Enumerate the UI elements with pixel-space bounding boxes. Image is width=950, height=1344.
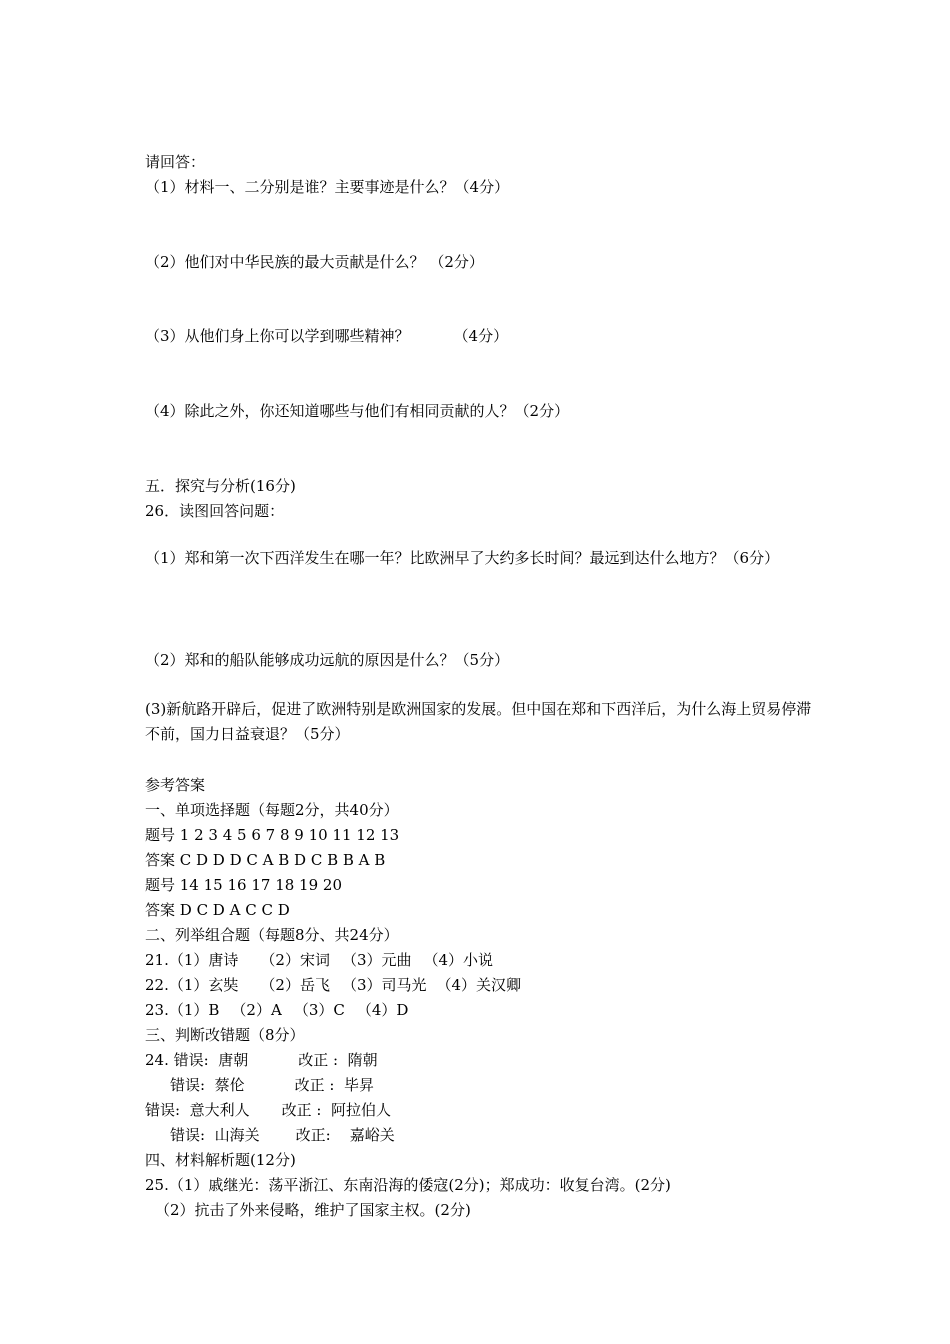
answers-section-4-title: 四、材料解析题(12分) [145, 1151, 296, 1169]
answers-row-1-numbers: 题号 1 2 3 4 5 6 7 8 9 10 11 12 13 [145, 826, 400, 844]
question-26-2: （2）郑和的船队能够成功远航的原因是什么？（5分） [145, 651, 510, 669]
answer-22-part-2: （2）岳飞 [260, 976, 330, 994]
answer-24-1 [145, 1050, 378, 1070]
answer-24-2 [170, 1075, 374, 1095]
answer-24-3-fix: 改正 : 阿拉伯人 [281, 1101, 391, 1119]
answer-24-3 [145, 1100, 391, 1120]
answers-row-1-answers: 答案 C D D D C A B D C B B A B [145, 851, 386, 869]
answer-22-part-3: （3）司马光 [341, 976, 427, 994]
answers-section-2-title: 二、列举组合题（每题8分、共24分） [145, 926, 399, 944]
question-25-2: （2）他们对中华民族的最大贡献是什么？ （2分） [145, 253, 484, 271]
answer-21-part-1: 21.（1）唐诗 [145, 951, 239, 969]
answer-23-part-3: （3）C [293, 1001, 345, 1019]
question-26-intro: 26．读图回答问题： [145, 502, 285, 520]
question-25-4: （4）除此之外，你还知道哪些与他们有相同贡献的人？（2分） [145, 402, 570, 420]
answer-24-2-error: 错误: 蔡伦 [170, 1076, 245, 1094]
question-26-1: （1）郑和第一次下西洋发生在哪一年？比欧洲早了大约多长时间？最远到达什么地方？（6分） [145, 549, 780, 567]
question-25-3-text: （3）从他们身上你可以学到哪些精神？ [145, 327, 410, 345]
please-answer-text: 请回答： [145, 153, 206, 171]
answer-21 [145, 950, 493, 970]
question-25-3-score: （4分） [453, 327, 509, 345]
answer-21-part-3: （3）元曲 [341, 951, 412, 969]
answer-22 [145, 975, 521, 995]
answer-24-1-error: 24. 错误: 唐朝 [145, 1051, 249, 1069]
answer-24-2-fix: 改正 : 毕昇 [294, 1076, 374, 1094]
answers-section-3-title: 三、判断改错题（8分） [145, 1026, 305, 1044]
answer-22-part-1: 22.（1）玄奘 [145, 976, 239, 994]
answer-23 [145, 1000, 408, 1020]
answer-24-3-error: 错误: 意大利人 [145, 1101, 250, 1119]
question-25-3 [145, 326, 508, 346]
answer-22-part-4: （4）关汉卿 [436, 976, 522, 994]
answers-section-1-title: 一、单项选择题（每题2分，共40分） [145, 801, 399, 819]
answer-21-part-4: （4）小说 [423, 951, 494, 969]
answer-24-4-fix: 改正: 嘉峪关 [295, 1126, 395, 1144]
answers-row-2-numbers: 题号 14 15 16 17 18 19 20 [145, 876, 342, 894]
question-26-3: (3)新航路开辟后，促进了欧洲特别是欧洲国家的发展。但中国在郑和下西洋后，为什么海上贸易停滞不前，国力日益衰退？（5分） [145, 700, 812, 743]
answer-25-2: （2）抗击了外来侵略，维护了国家主权。(2分) [155, 1201, 471, 1219]
answer-23-part-2: （2）A [231, 1001, 282, 1019]
question-25-1: （1）材料一、二分别是谁？主要事迹是什么？（4分） [145, 178, 510, 196]
answers-title: 参考答案 [145, 776, 206, 794]
section-5-title: 五．探究与分析(16分) [145, 477, 296, 495]
answer-24-1-fix: 改正 : 隋朝 [298, 1051, 378, 1069]
answer-24-4 [170, 1125, 395, 1145]
answer-21-part-2: （2）宋词 [260, 951, 330, 969]
answer-23-part-1: 23.（1）B [145, 1001, 220, 1019]
answer-23-part-4: （4）D [356, 1001, 409, 1019]
answer-24-4-error: 错误: 山海关 [170, 1126, 260, 1144]
answer-25-1: 25.（1）戚继光：荡平浙江、东南沿海的倭寇(2分)；郑成功：收复台湾。(2分) [145, 1176, 671, 1194]
answers-row-2-answers: 答案 D C D A C C D [145, 901, 290, 919]
